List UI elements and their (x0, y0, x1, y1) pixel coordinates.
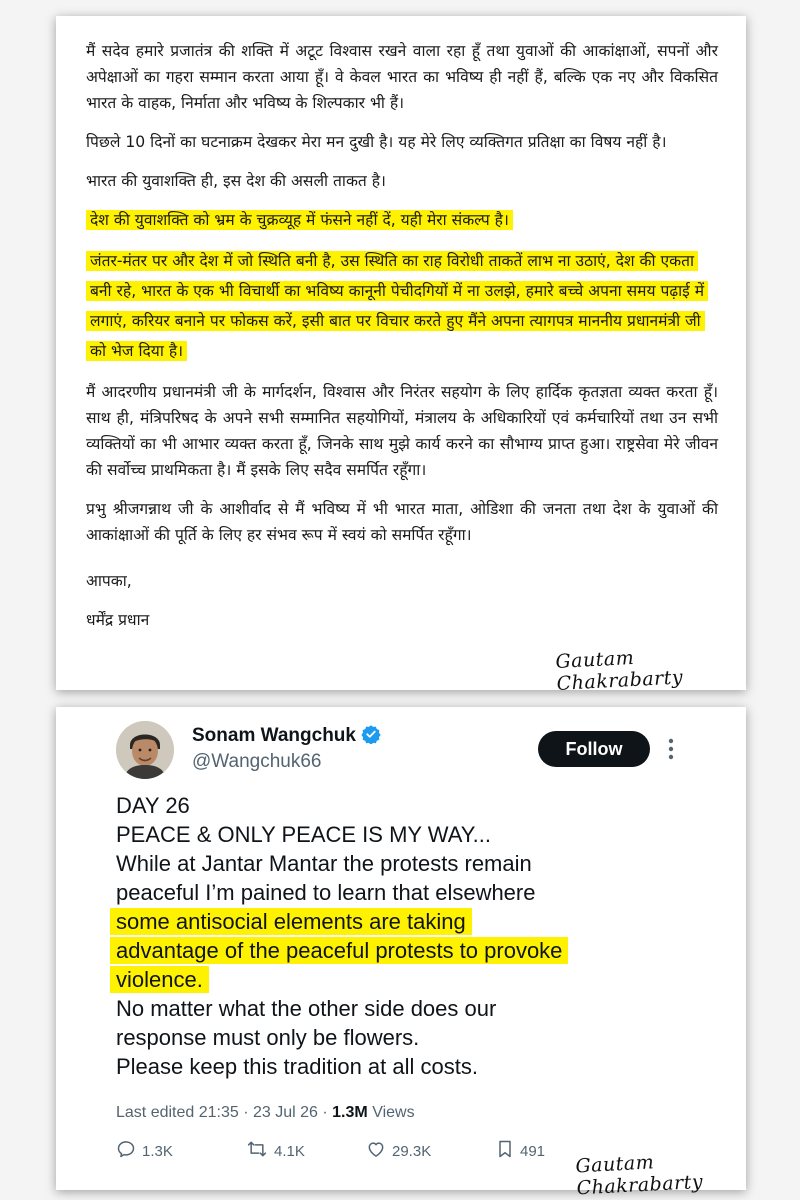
more-options-icon[interactable] (668, 737, 674, 765)
tweet-meta (116, 1104, 415, 1122)
avatar[interactable] (116, 721, 174, 779)
like-count: 29.3K (392, 1142, 432, 1160)
letter-paragraph: प्रभु श्रीजगन्नाथ जी के आशीर्वाद से मैं भविष्य में भी भारत माता, ओडिशा की जनता तथा देश के युवाओं की आकांक्षाओं की पूर्ति के लिए हर संभव रूप में स्वयं को समर्पित रहूँगा। (86, 500, 718, 544)
highlight: violence. (110, 966, 209, 993)
letter-signatory: धर्मेंद्र प्रधान (86, 611, 150, 629)
views-label: Views (372, 1104, 415, 1121)
reply-count: 1.3K (142, 1142, 173, 1160)
follow-button[interactable]: Follow (538, 731, 650, 767)
letter-card (56, 16, 746, 695)
letter-paragraph: मैं सदेव हमारे प्रजातंत्र की शक्ति में अटूट विश्वास रखने वाला रहा हूँ तथा युवाओं की आकांक्षाओं, सपनों और अपेक्षाओं का गहरा सम्मान करता आया हूँ। वे केवल भारत का भविष्य ही नहीं हैं, बल्कि एक नए और विकसित भारत के वाहक, निर्माता और भविष्य के शिल्पकार भी हैं। (86, 42, 719, 112)
highlighted-paragraph (86, 246, 718, 366)
tweet-line: No matter what the other side does our (116, 996, 497, 1021)
tweet-card (56, 707, 746, 1200)
tweet-line: DAY 26 (116, 793, 190, 818)
tweet-line (116, 936, 716, 965)
letter-paragraph: मैं आदरणीय प्रधानमंत्री जी के मार्गदर्शन, विश्वास और निरंतर सहयोग के लिए हार्दिक कृतज्ञता व्यक्त करता हूँ। साथ ही, मंत्रिपरिषद के अपने सभी सम्मानित सहयोगियों, मंत्रालय के अधिकारियों एवं कर्मचारियों तथा उन सभी व्यक्तियों का भी आभार व्यक्त करता हूँ, जिनके साथ मुझे कार्य करने का सौभाग्य प्राप्त हुआ। राष्ट्रसेवा मेरे जीवन की सर्वोच्च प्राथमिकता है। मैं इसके लिए सदैव समर्पित रहूँगा। (86, 383, 718, 479)
bookmark-count: 491 (520, 1142, 546, 1160)
watermark-signature: Gautam Chakrabarty (554, 646, 684, 695)
highlight: some antisocial elements are taking (110, 908, 472, 935)
reply-icon (116, 1139, 136, 1163)
tweet-line (116, 907, 716, 936)
watermark-signature: Gautam Chakrabarty (574, 1151, 704, 1200)
letter-paragraph: पिछले 10 दिनों का घटनाक्रम देखकर मेरा मन दुखी है। यह मेरे लिए व्यक्तिगत प्रतिक्षा का विषय नहीं है। (86, 133, 667, 151)
highlight: advantage of the peaceful protests to provoke (110, 937, 568, 964)
letter-closing: आपका, (86, 572, 132, 590)
repost-count: 4.1K (274, 1142, 305, 1160)
tweet-line: response must only be flowers. (116, 1025, 420, 1050)
tweet-line: Please keep this tradition at all costs. (116, 1054, 478, 1079)
tweet-line: While at Jantar Mantar the protests remain (116, 851, 532, 876)
like-icon (366, 1139, 386, 1163)
highlighted-paragraph (86, 207, 718, 233)
tweet-line: peaceful I’m pained to learn that elsewhere (116, 880, 536, 905)
author-name[interactable] (192, 724, 381, 750)
reply-button[interactable] (116, 1139, 173, 1163)
edited-timestamp[interactable]: Last edited 21:35 · 23 Jul 26 · (116, 1104, 328, 1121)
author-handle[interactable]: @Wangchuk66 (192, 751, 322, 772)
tweet-text (116, 791, 716, 1081)
highlight: जंतर-मंतर पर और देश में जो स्थिति बनी है, उस स्थिति का राह विरोधी ताकतें लाभ ना उठाएं, देश की एकता बनी रहे, भारत के एक भी विचार्थी का भविष्य कानूनी पेचीदगियों में ना उलझे, हमारे बच्चे अपना समय पढ़ाई में लगाएं, करियर बनाने पर फोकस करें, इसी बात पर विचार करते हुए मैंने अपना त्यागपत्र माननीय प्रधानमंत्री जी को भेज दिया है। (86, 251, 708, 361)
views-count: 1.3M (332, 1104, 368, 1121)
tweet-line: PEACE & ONLY PEACE IS MY WAY... (116, 822, 491, 847)
verified-badge-icon (361, 724, 381, 750)
tweet-line (116, 965, 716, 994)
letter-paragraph: भारत की युवाशक्ति ही, इस देश की असली ताकत है। (86, 172, 386, 190)
like-button[interactable] (366, 1139, 431, 1163)
author-name-text: Sonam Wangchuk (192, 725, 356, 746)
letter-body (86, 38, 718, 646)
repost-icon (246, 1139, 268, 1163)
bookmark-button[interactable] (496, 1139, 545, 1163)
repost-button[interactable] (246, 1139, 305, 1163)
bookmark-icon (496, 1139, 514, 1163)
highlight: देश की युवाशक्ति को भ्रम के चुक्रव्यूह में फंसने नहीं दें, यही मेरा संकल्प है। (86, 210, 513, 230)
